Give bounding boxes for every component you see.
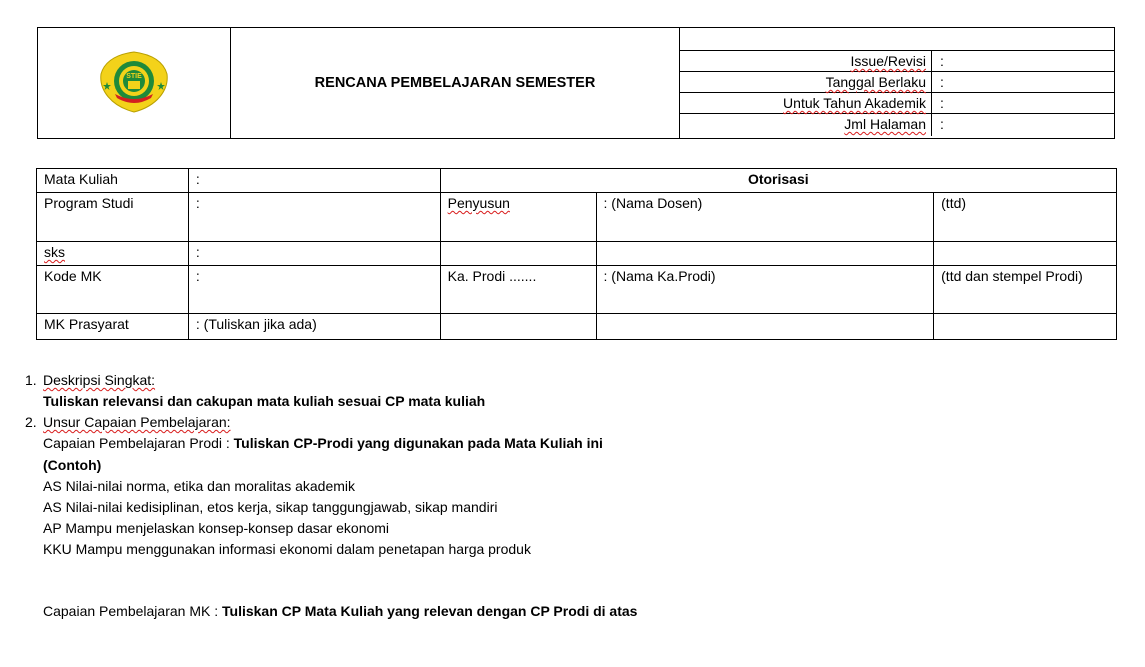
- logo-cell: [38, 28, 231, 139]
- document-meta-grid: [680, 28, 1114, 138]
- empty-cell: [934, 242, 1117, 266]
- value-mk-prasyarat: : (Tuliskan jika ada): [188, 314, 440, 340]
- document-header-table: [37, 27, 1115, 139]
- cp-mk-text: Tuliskan CP Mata Kuliah yang relevan dengan CP Prodi di atas: [222, 603, 638, 619]
- label-kode-mk: Kode MK: [37, 266, 189, 314]
- section-title-capaian: Unsur Capaian Pembelajaran:: [43, 414, 231, 430]
- role-ka-prodi: Ka. Prodi .......: [440, 266, 596, 314]
- meta-value-issue: :: [932, 51, 1114, 72]
- sign-dosen: (ttd): [934, 193, 1117, 242]
- list-number-2: 2.: [25, 414, 37, 430]
- svg-text:STIE: STIE: [126, 72, 142, 80]
- label-mk-prasyarat: MK Prasyarat: [37, 314, 189, 340]
- empty-cell: [596, 314, 934, 340]
- meta-value-halaman: :: [940, 116, 944, 132]
- list-item: AS Nilai-nilai norma, etika dan moralitas akademik: [43, 478, 356, 494]
- meta-value-tahun: :: [932, 93, 1114, 114]
- cp-prodi-label: Capaian Pembelajaran Prodi :: [43, 435, 234, 451]
- name-dosen: : (Nama Dosen): [596, 193, 934, 242]
- value-mata-kuliah: :: [188, 169, 440, 193]
- meta-value-tanggal: :: [932, 72, 1114, 93]
- table-row: [37, 193, 1117, 242]
- document-title: RENCANA PEMBELAJARAN SEMESTER: [231, 28, 680, 139]
- contoh-label: (Contoh): [43, 457, 102, 473]
- table-row: [37, 266, 1117, 314]
- institution-logo: [97, 50, 171, 114]
- empty-cell: [596, 242, 934, 266]
- value-sks: :: [188, 242, 440, 266]
- meta-label-tanggal: Tanggal Berlaku: [680, 72, 932, 93]
- label-sks: sks: [37, 242, 189, 266]
- list-item: AS Nilai-nilai kedisiplinan, etos kerja, sikap tanggungjawab, sikap mandiri: [43, 499, 498, 515]
- label-program-studi: Program Studi: [37, 193, 189, 242]
- list-item: KKU Mampu menggunakan informasi ekonomi dalam penetapan harga produk: [43, 541, 531, 557]
- document-meta-cell: [680, 28, 1115, 139]
- meta-label-tahun: Untuk Tahun Akademik: [680, 93, 932, 114]
- empty-cell: [934, 314, 1117, 340]
- meta-label-halaman: Jml Halaman: [680, 114, 932, 136]
- cp-mk-line: [43, 602, 637, 620]
- cp-mk-label: Capaian Pembelajaran MK :: [43, 603, 222, 619]
- deskripsi-text: Tuliskan relevansi dan cakupan mata kuliah sesuai CP mata kuliah: [43, 393, 486, 409]
- list-item: AP Mampu menjelaskan konsep-konsep dasar ekonomi: [43, 520, 390, 536]
- value-kode-mk: :: [188, 266, 440, 314]
- meta-label-issue: Issue/Revisi: [680, 51, 932, 72]
- course-info-table: [36, 168, 1117, 340]
- sign-ka-prodi: (ttd dan stempel Prodi): [934, 266, 1117, 314]
- meta-blank-row: [680, 28, 1114, 51]
- empty-cell: [440, 314, 596, 340]
- cp-prodi-line: [43, 434, 603, 452]
- table-row: [37, 169, 1117, 193]
- name-ka-prodi: : (Nama Ka.Prodi): [596, 266, 934, 314]
- otorisasi-header: Otorisasi: [440, 169, 1116, 193]
- table-row: [37, 242, 1117, 266]
- value-program-studi: :: [188, 193, 440, 242]
- role-penyusun: Penyusun: [440, 193, 596, 242]
- list-number-1: 1.: [25, 372, 37, 388]
- cp-prodi-text: Tuliskan CP-Prodi yang digunakan pada Mata Kuliah ini: [233, 435, 603, 451]
- label-mata-kuliah: Mata Kuliah: [37, 169, 189, 193]
- table-row: [37, 314, 1117, 340]
- section-title-deskripsi: Deskripsi Singkat:: [43, 372, 156, 388]
- empty-cell: [440, 242, 596, 266]
